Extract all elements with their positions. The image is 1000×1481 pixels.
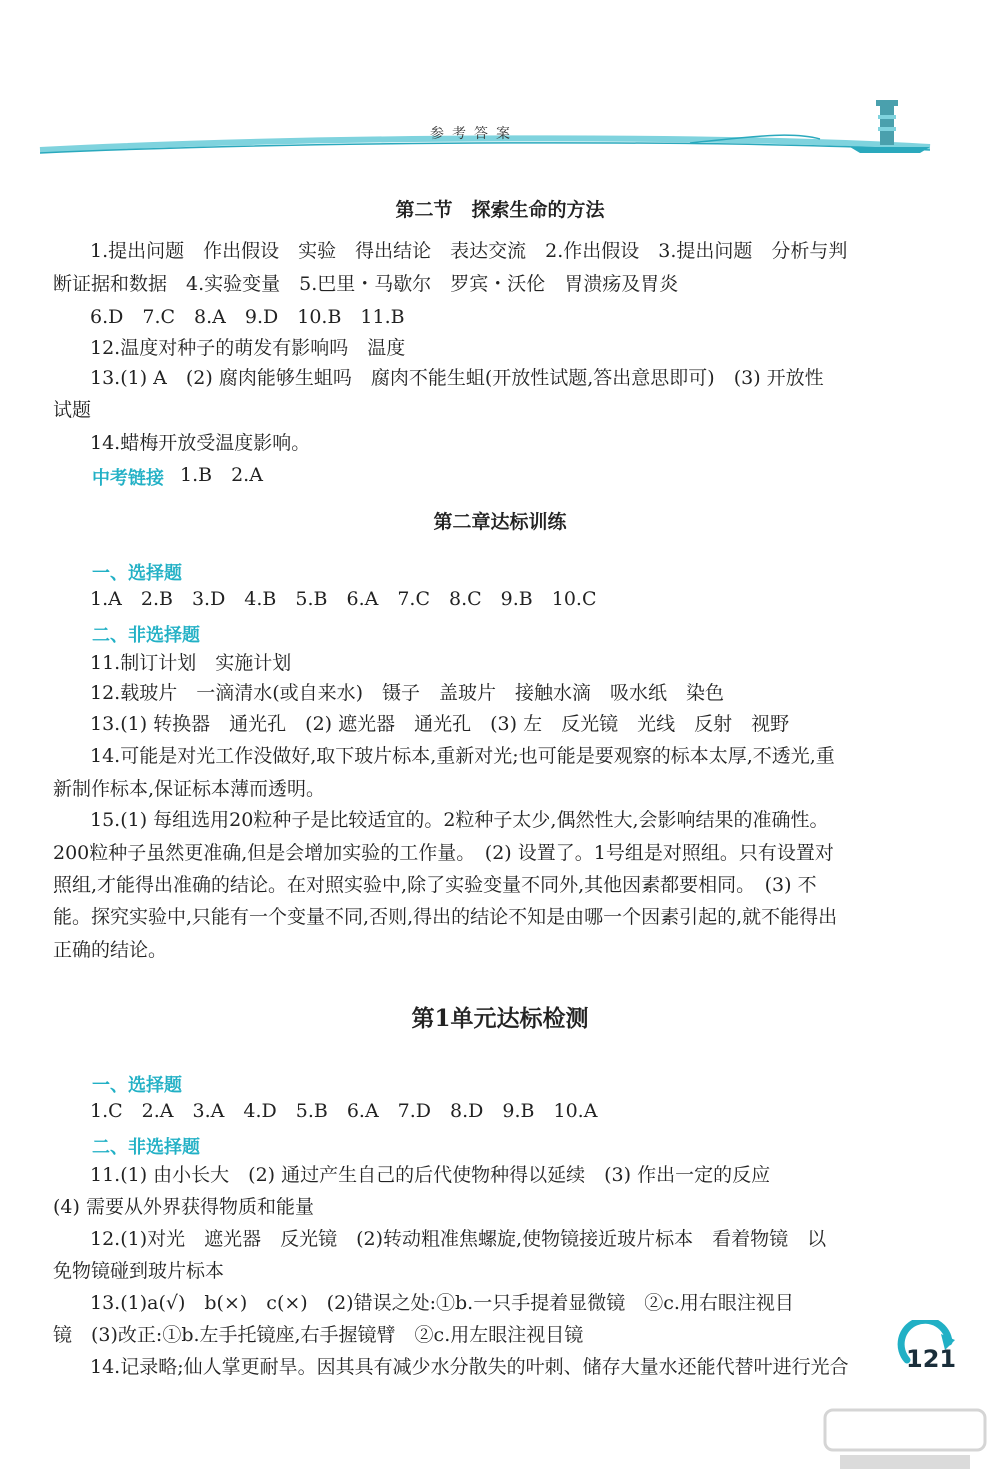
answer-line: 200粒种子虽然更准确,但是会增加实验的工作量。 (2) 设置了。1号组是对照组。只有设置对 xyxy=(53,842,834,864)
choice-answers: 1.A 2.B 3.D 4.B 5.B 6.A 7.C 8.C 9.B 10.C xyxy=(90,588,597,610)
exam-link-label: 中考链接 xyxy=(92,468,164,489)
answer-line: 15.(1) 每组选用20粒种子是比较适宜的。2粒种子太少,偶然性大,会影响结果的准确性。 xyxy=(90,809,829,831)
answer-line: 新制作标本,保证标本薄而透明。 xyxy=(53,778,326,800)
answer-line: 14.可能是对光工作没做好,取下玻片标本,重新对光;也可能是要观察的标本太厚,不透光,重 xyxy=(90,745,835,767)
answer-line: 11.(1) 由小长大 (2) 通过产生自己的后代使物种得以延续 (3) 作出一定的反应 xyxy=(90,1164,771,1186)
answer-line: 免物镜碰到玻片标本 xyxy=(53,1260,225,1282)
answer-line: 6.D 7.C 8.A 9.D 10.B 11.B xyxy=(90,306,405,328)
choice-label: 一、选择题 xyxy=(92,563,182,584)
answer-line: 1.提出问题 作出假设 实验 得出结论 表达交流 2.作出假设 3.提出问题 分析与判 xyxy=(90,240,848,262)
choice-label: 一、选择题 xyxy=(92,1075,182,1096)
answer-line: 正确的结论。 xyxy=(53,939,168,961)
answer-line: 12.温度对种子的萌发有影响吗 温度 xyxy=(90,337,406,359)
choice-answers: 1.C 2.A 3.A 4.D 5.B 6.A 7.D 8.D 9.B 10.A xyxy=(90,1100,598,1122)
answer-line: 试题 xyxy=(53,399,92,421)
section-title-unit1-test: 第1单元达标检测 xyxy=(411,1005,589,1032)
answer-line: 12.(1)对光 遮光器 反光镜 (2)转动粗准焦螺旋,使物镜接近玻片标本 看着物镜 以 xyxy=(90,1228,827,1250)
answer-line: 12.载玻片 一滴清水(或自来水) 镊子 盖玻片 接触水滴 吸水纸 染色 xyxy=(90,682,725,704)
answer-line: 11.制订计划 实施计划 xyxy=(90,652,292,674)
nonchoice-label: 二、非选择题 xyxy=(92,625,200,646)
answer-line: 13.(1) A (2) 腐肉能够生蛆吗 腐肉不能生蛆(开放性试题,答出意思即可) (3) 开放性 xyxy=(90,367,824,389)
answer-line: 能。探究实验中,只能有一个变量不同,否则,得出的结论不知是由哪一个因素引起的,就不能得出 xyxy=(53,906,838,928)
answer-line: 14.蜡梅开放受温度影响。 xyxy=(90,432,311,454)
answer-line: 13.(1)a(√) b(×) c(×) (2)错误之处:①b.一只手提着显微镜 ②c.用右眼注视目 xyxy=(90,1292,794,1314)
nonchoice-label: 二、非选择题 xyxy=(92,1137,200,1158)
section-title-chapter2-training: 第二章达标训练 xyxy=(433,511,567,533)
answer-line: (4) 需要从外界获得物质和能量 xyxy=(53,1196,314,1218)
answer-line: 13.(1) 转换器 通光孔 (2) 遮光器 通光孔 (3) 左 反光镜 光线 反射 视野 xyxy=(90,713,790,735)
answer-line: 断证据和数据 4.实验变量 5.巴里・马歇尔 罗宾・沃伦 胃溃疡及胃炎 xyxy=(53,273,679,295)
answer-line: 14.记录略;仙人掌更耐旱。因其具有减少水分散失的叶刺、储存大量水还能代替叶进行光合 xyxy=(90,1356,849,1378)
page-number: 121 xyxy=(906,1345,957,1373)
section-title-explore-life: 第二节 探索生命的方法 xyxy=(395,199,605,221)
answer-line: 镜 (3)改正:①b.左手托镜座,右手握镜臂 ②c.用左眼注视目镜 xyxy=(53,1324,584,1346)
exam-link-answers: 1.B 2.A xyxy=(180,464,263,486)
watermark-logo-icon xyxy=(820,1405,990,1475)
header-title: 参考答案 xyxy=(430,126,518,142)
page-header xyxy=(30,95,960,165)
answer-line: 照组,才能得出准确的结论。在对照实验中,除了实验变量不同外,其他因素都要相同。 (3) 不 xyxy=(53,874,817,896)
